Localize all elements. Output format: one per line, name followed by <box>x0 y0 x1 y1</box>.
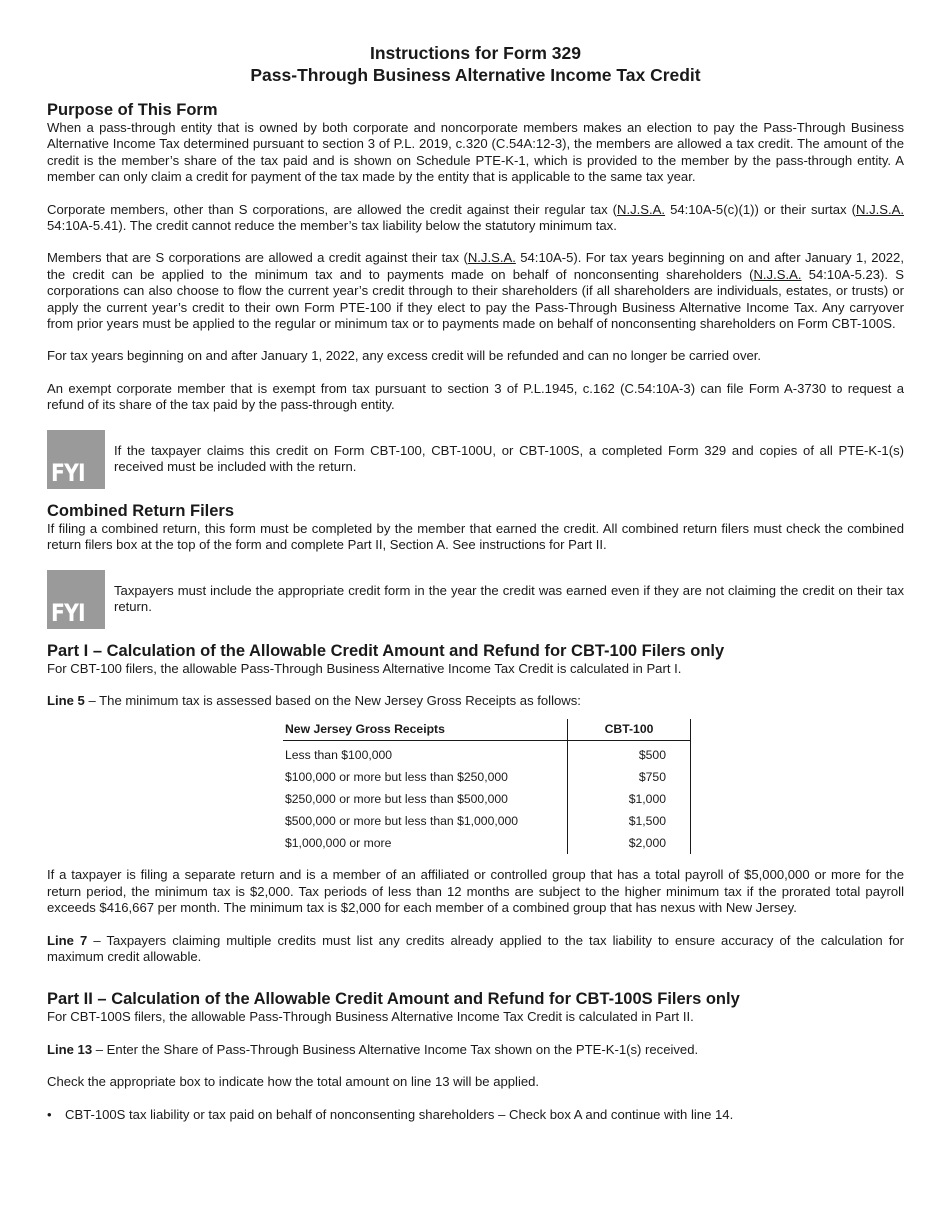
purpose-section <box>47 101 904 414</box>
njsa-citation: N.J.S.A. <box>753 266 802 282</box>
line7-paragraph: Line 7 – Taxpayers claiming multiple credits must list any credits already applied to the tax liability to ensure accuracy of the calculation for maximum credit allowable. <box>47 932 904 964</box>
check-box-paragraph: Check the appropriate box to indicate how the total amount on line 13 will be applied. <box>47 1074 540 1090</box>
p3-text-b: 54:10A-5). For tax years beginning on and after January 1, 2022, the credit can be applied to the minimum tax and to payments made on behalf of nonconsenting shareholders ( <box>47 250 904 282</box>
line-label: Line 13 <box>47 1041 93 1057</box>
line5-paragraph: Line 5 – The minimum tax is assessed based on the New Jersey Gross Receipts as follows: <box>47 692 581 708</box>
list-item <box>47 1107 904 1123</box>
table-row: $250,000 or more but less than $500,000 $1,000 <box>283 788 691 810</box>
combined-section <box>47 502 904 554</box>
purpose-paragraph-2 <box>47 202 904 235</box>
combined-heading: Combined Return Filers <box>47 501 235 520</box>
part2-section <box>47 990 904 1123</box>
table-header-cbt100: CBT-100 <box>568 719 691 741</box>
fyi-note-2 <box>47 570 904 629</box>
p2-text-c: 54:10A-5.41). The credit cannot reduce the member’s tax liability below the statutory minimum tax. <box>47 218 617 234</box>
part1-section <box>47 642 904 966</box>
combined-paragraph: If filing a combined return, this form must be completed by the member that earned the credit. All combined return filers must check the combined return filers box at the top of the form and complete Part II, Section A. See instructions for Part II. <box>47 520 904 553</box>
document-title-line1: Instructions for Form 329 <box>369 43 581 63</box>
minimum-tax-paragraph: If a taxpayer is filing a separate return and is a member of an affiliated or controlled group that has a total payroll of $5,000,000 or more for the return period, the minimum tax is $2,000. Tax periods of less than 12 months are subject to the higher minimum tax if the prorated total payroll exceeds $416,667 per month. The minimum tax is $2,000 for each member of a combined group that has nexus with New Jersey. <box>47 867 904 916</box>
minimum-tax-table <box>283 719 691 854</box>
purpose-heading: Purpose of This Form <box>47 101 218 119</box>
instructions-page <box>47 42 904 1123</box>
purpose-paragraph-5: An exempt corporate member that is exempt from tax pursuant to section 3 of P.L.1945, c.162 (C.54:10A-3) can file Form A-3730 to request a refund of its share of the tax paid by the pass-through entity. <box>47 380 904 413</box>
p3-text-c: 54:10A-5.23). S corporations can also choose to flow the current year’s credit through to their shareholders (if all shareholders are individuals, estates, or trusts) or apply the current year’s credit to their own Form PTE-100 if they elect to pay the Pass-Through Business Alternative Income Tax. Any carryover from prior years must be applied to the regular or minimum tax or to payments made on behalf of nonconsenting shareholders on Form CBT-100S. <box>47 266 904 332</box>
part2-heading: Part II – Calculation of the Allowable Credit Amount and Refund for CBT-100S Filers only <box>47 990 740 1009</box>
line13-paragraph: Line 13 – Enter the Share of Pass-Through Business Alternative Income Tax shown on the PTE-K-1(s) received. <box>47 1041 699 1057</box>
line-label: Line 7 <box>47 932 88 948</box>
part1-intro: For CBT-100 filers, the allowable Pass-Through Business Alternative Income Tax Credit is calculated in Part I. <box>47 660 682 676</box>
table-row: $500,000 or more but less than $1,000,000 $1,500 <box>283 810 691 832</box>
table-row: $1,000,000 or more $2,000 <box>283 832 691 854</box>
purpose-paragraph-3 <box>47 250 904 332</box>
purpose-paragraph-1: When a pass-through entity that is owned by both corporate and noncorporate members makes an election to pay the Pass-Through Business Alternative Income Tax determined pursuant to section 3 of P.L. 2019, c.320 (C.54A:12-3), the members are allowed a tax credit. The amount of the credit is the member’s share of the tax paid and is shown on Schedule PTE-K-1, which is provided to the member by the pass-through entity. A member can only claim a credit for payment of the tax made by the entity that is applicable to the same tax year. <box>47 120 904 185</box>
table-row: $100,000 or more but less than $250,000 $750 <box>283 766 691 788</box>
fyi-icon: FYI <box>47 570 105 629</box>
bullet-text: CBT-100S tax liability or tax paid on behalf of nonconsenting shareholders – Check box A and continue with line 14. <box>65 1106 734 1122</box>
njsa-citation: N.J.S.A. <box>467 250 516 266</box>
njsa-citation: N.J.S.A. <box>855 201 904 217</box>
p3-text-a: Members that are S corporations are allowed a credit against their tax ( <box>47 250 468 266</box>
purpose-paragraph-4: For tax years beginning on and after January 1, 2022, any excess credit will be refunded and can no longer be carried over. <box>47 348 762 364</box>
fyi-icon: FYI <box>47 430 105 489</box>
p2-text-b: 54:10A-5(c)(1)) or their surtax ( <box>665 201 856 217</box>
table-header-receipts: New Jersey Gross Receipts <box>283 719 568 741</box>
part2-intro: For CBT-100S filers, the allowable Pass-Through Business Alternative Income Tax Credit is calculated in Part II. <box>47 1009 694 1025</box>
table-row: Less than $100,000 $500 <box>283 741 691 767</box>
fyi-note-text: If the taxpayer claims this credit on Form CBT-100, CBT-100U, or CBT-100S, a completed Form 329 and copies of all PTE-K-1(s) received must be included with the return. <box>114 442 904 475</box>
njsa-citation: N.J.S.A. <box>617 201 666 217</box>
fyi-note-text: Taxpayers must include the appropriate credit form in the year the credit was earned even if they are not claiming the credit on their tax return. <box>114 582 904 614</box>
fyi-note-1 <box>47 430 904 489</box>
document-title-line2: Pass-Through Business Alternative Income Tax Credit <box>250 65 701 85</box>
bullet-icon: • <box>47 1106 52 1122</box>
line-label: Line 5 <box>47 692 85 708</box>
p2-text-a: Corporate members, other than S corporations, are allowed the credit against their regular tax ( <box>47 201 618 217</box>
part1-heading: Part I – Calculation of the Allowable Credit Amount and Refund for CBT-100 Filers only <box>47 641 725 660</box>
